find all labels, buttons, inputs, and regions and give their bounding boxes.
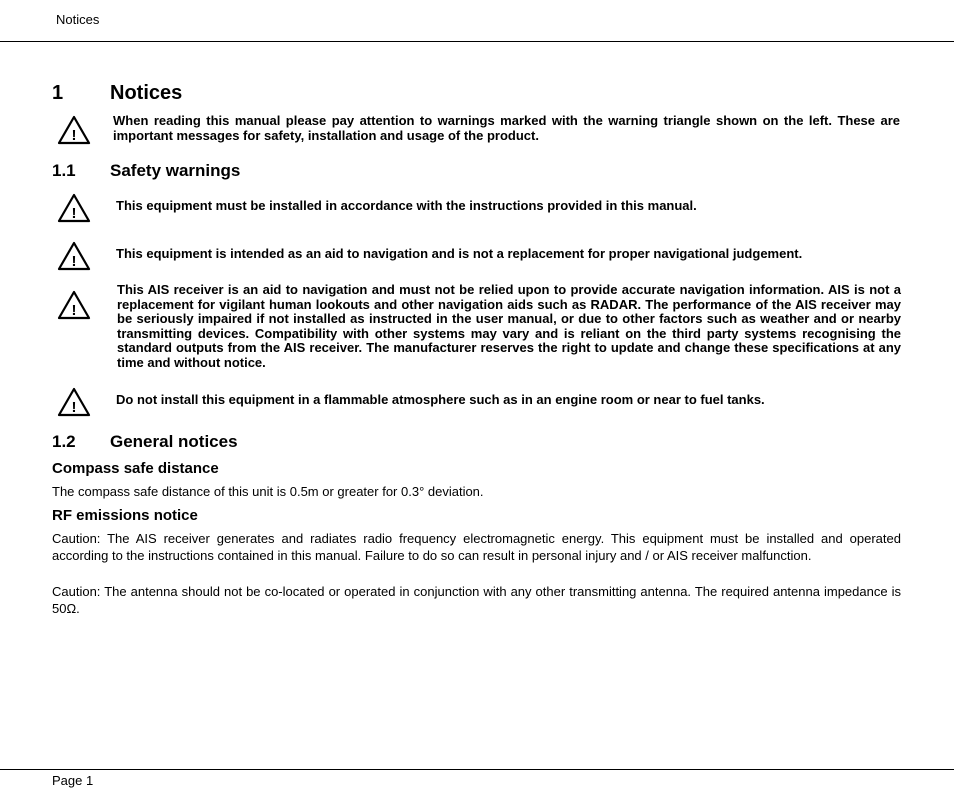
rf-heading: RF emissions notice [52, 507, 198, 524]
subsection-title-safety: Safety warnings [110, 161, 241, 180]
warning-triangle-icon [57, 290, 91, 320]
section-title: Notices [110, 82, 183, 104]
svg-text:!: ! [71, 253, 77, 270]
svg-text:!: ! [71, 205, 77, 222]
warning-triangle-icon [57, 241, 91, 271]
warning-triangle-icon [57, 193, 91, 223]
rf-text-2: Caution: The antenna should not be co-located or operated in conjunction with any other transmitting antenna. The required antenna impedance is 50Ω. [52, 584, 901, 616]
header-divider [0, 41, 954, 42]
footer-divider [0, 769, 954, 770]
rf-text-1: Caution: The AIS receiver generates and radiates radio frequency electromagnetic energy. This equipment must be installed and operated according to the instructions contained in this manual. Failure to do so can result in personal injury and / or AIS receiver malfunction. [52, 531, 901, 563]
compass-heading: Compass safe distance [52, 460, 219, 477]
warning-triangle-icon [57, 387, 91, 417]
intro-warning-text: When reading this manual please pay attention to warnings marked with the warning triangle shown on the left. These are important messages for safety, installation and usage of the product. [113, 113, 900, 143]
compass-text: The compass safe distance of this unit is 0.5m or greater for 0.3° deviation. [52, 484, 484, 499]
section-number: 1 [52, 82, 64, 104]
svg-text:!: ! [71, 127, 77, 144]
subsection-number-general: 1.2 [52, 432, 76, 451]
safety-warning-2: This equipment is intended as an aid to navigation and is not a replacement for proper navigational judgement. [116, 246, 803, 261]
warning-triangle-icon [57, 115, 91, 145]
svg-text:!: ! [71, 302, 77, 319]
safety-warning-1: This equipment must be installed in accordance with the instructions provided in this manual. [116, 198, 697, 213]
subsection-title-general: General notices [110, 432, 238, 451]
subsection-number-safety: 1.1 [52, 161, 76, 180]
safety-warning-4: Do not install this equipment in a flammable atmosphere such as in an engine room or near to fuel tanks. [116, 392, 765, 407]
safety-warning-3: This AIS receiver is an aid to navigation and must not be relied upon to provide accurate navigation information. AIS is not a replacement for vigilant human lookouts and other navigation aids such as RADAR. The performance of the AIS receiver may be seriously impaired if not installed as instructed in the user manual, or due to other factors such as weather and or nearby transmitting devices. Compatibility with other systems may vary and is reliant on the third party systems recognising the standard outputs from the AIS receiver. The manufacturer reserves the right to update and change these specifications at any time and without notice. [117, 282, 901, 370]
svg-text:!: ! [71, 399, 77, 416]
page-number: Page 1 [52, 773, 94, 788]
page-header-title: Notices [56, 12, 100, 27]
